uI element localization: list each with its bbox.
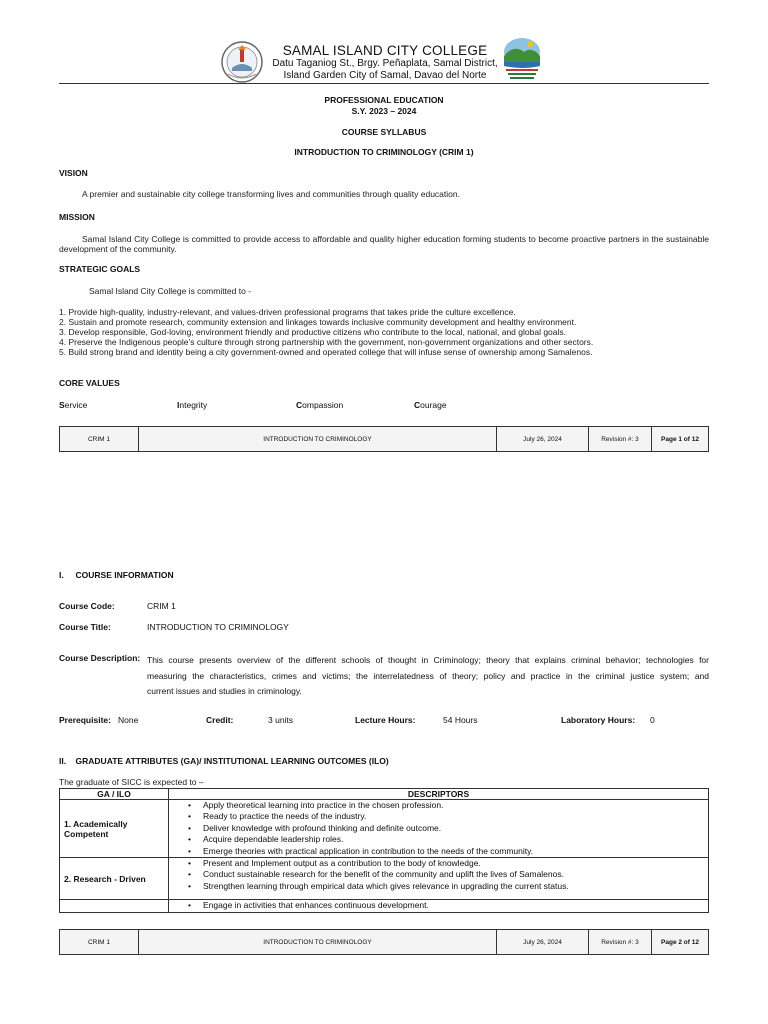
ga-ilo-intro: The graduate of SICC is expected to – — [59, 777, 204, 787]
footer-course-code: CRIM 1 — [60, 930, 139, 954]
ga-ilo-table — [59, 788, 709, 913]
table-row — [60, 800, 709, 858]
course-info-heading: I. COURSE INFORMATION — [59, 570, 174, 580]
table-header-row — [60, 789, 709, 800]
column-header-ga-ilo: GA / ILO — [60, 789, 169, 800]
mission-heading: MISSION — [59, 212, 95, 222]
lab-hours-value: 0 — [650, 715, 655, 725]
strategic-goals-heading: STRATEGIC GOALS — [59, 264, 141, 274]
footer-page-number: Page 1 of 12 — [661, 435, 699, 443]
core-value-compassion: Compassion — [296, 400, 344, 410]
program-title: PROFESSIONAL EDUCATION — [324, 95, 444, 105]
list-item: • Engage in activities that enhances continuous development. — [203, 900, 704, 911]
goal-item: 4. Preserve the Indigenous people’s culture through strong partnership with the government, non-government organizations and other sectors. — [59, 337, 594, 347]
list-item: • Deliver knowledge with profound thinking and definite outcome. — [203, 823, 704, 834]
ga-name-cell: 2. Research - Driven — [60, 858, 169, 900]
vision-text: A premier and sustainable city college transforming lives and communities through quality education. — [82, 189, 460, 199]
strategic-goals-list — [59, 307, 719, 357]
college-name: SAMAL ISLAND CITY COLLEGE — [282, 43, 488, 58]
ga-ilo-heading: II. GRADUATE ATTRIBUTES (GA)/ INSTITUTIONAL LEARNING OUTCOMES (ILO) — [59, 756, 389, 766]
list-item: • Conduct sustainable research for the benefit of the community and uplift the lives of Samalenos. — [203, 869, 704, 880]
column-header-descriptors: DESCRIPTORS — [169, 789, 709, 800]
goal-item: 3. Develop responsible, God-loving, environment friendly and productive citizens who contribute to the local, national, and global goals. — [59, 327, 566, 337]
table-row — [60, 858, 709, 900]
footer-revision: Revision #: 3 — [589, 427, 652, 451]
list-item: • Present and Implement output as a contribution to the body of knowledge. — [203, 858, 704, 869]
footer-course-code: CRIM 1 — [60, 427, 139, 451]
course-desc-line: This course presents overview of the different schools of thought in Criminology; theory that explains criminal behavior; technologies for — [147, 655, 709, 665]
header-rule — [59, 83, 709, 84]
core-value-courage: Courage — [414, 400, 447, 410]
table-row — [60, 900, 709, 912]
page-footer — [59, 426, 709, 452]
list-item: • Acquire dependable leadership roles. — [203, 834, 704, 845]
course-desc-label: Course Description: — [59, 653, 141, 663]
goal-item: 5. Build strong brand and identity being a city government-owned and operated college that will infuse sense of ownership among Samalenos. — [59, 347, 593, 357]
descriptor-cell — [169, 800, 709, 858]
core-value-integrity: Integrity — [177, 400, 208, 410]
prerequisite-value: None — [118, 715, 139, 725]
footer-date: July 26, 2024 — [497, 427, 589, 451]
lecture-hours-label: Lecture Hours: — [355, 715, 416, 725]
doc-type-title: COURSE SYLLABUS — [341, 127, 427, 137]
footer-revision: Revision #: 3 — [589, 930, 652, 954]
list-item: • Ready to practice the needs of the industry. — [203, 811, 704, 822]
core-value-service: Service — [59, 400, 88, 410]
igacos-seal-icon — [500, 36, 544, 84]
descriptor-cell — [169, 858, 709, 900]
page-footer — [59, 929, 709, 955]
course-code-label: Course Code: — [59, 601, 115, 611]
ga-name-cell — [60, 900, 169, 912]
ga-name-cell: 1. Academically Competent — [60, 800, 169, 858]
lab-hours-label: Laboratory Hours: — [561, 715, 636, 725]
course-title-heading: INTRODUCTION TO CRIMINOLOGY (CRIM 1) — [294, 147, 474, 157]
credit-label: Credit: — [206, 715, 234, 725]
course-desc-line: measuring the characteristics, crimes and victims; the interrelatedness of theory; policy and practice in the criminal justice system; and — [147, 670, 709, 681]
vision-heading: VISION — [59, 168, 88, 178]
footer-course-title: INTRODUCTION TO CRIMINOLOGY — [139, 427, 497, 451]
course-title-label: Course Title: — [59, 622, 111, 632]
footer-course-title: INTRODUCTION TO CRIMINOLOGY — [139, 930, 497, 954]
credit-value: 3 units — [268, 715, 294, 725]
prerequisite-label: Prerequisite: — [59, 715, 111, 725]
list-item: • Strengthen learning through empirical data which gives relevance in upgrading the current status. — [203, 881, 704, 892]
address-line-1: Datu Taganiog St., Brgy. Peñaplata, Samal District, — [272, 58, 498, 69]
course-title-value: INTRODUCTION TO CRIMINOLOGY — [147, 622, 289, 632]
goal-item: 1. Provide high-quality, industry-relevant, and values-driven professional programs that takes pride the culture excellence. — [59, 307, 516, 317]
footer-page-number: Page 2 of 12 — [661, 938, 699, 946]
goal-item: 2. Sustain and promote research, community extension and linkages towards inclusive community development and healthy environment. — [59, 317, 577, 327]
mission-text: Samal Island City College is committed to provide access to affordable and quality higher education forming students to become proactive partners in the sustainable development of the community. — [59, 234, 709, 254]
list-item: • Emerge theories with practical application in contribution to the needs of the community. — [203, 846, 704, 857]
school-year: S.Y. 2023 – 2024 — [351, 106, 417, 116]
sicc-seal-icon — [218, 40, 266, 84]
course-desc-line: current issues and studies in criminology. — [147, 686, 302, 696]
course-code-value: CRIM 1 — [147, 601, 176, 611]
footer-date: July 26, 2024 — [497, 930, 589, 954]
core-values-heading: CORE VALUES — [59, 378, 120, 388]
list-item: • Apply theoretical learning into practice in the chosen profession. — [203, 800, 704, 811]
descriptor-cell — [169, 900, 709, 912]
address-line-2: Island Garden City of Samal, Davao del Norte — [283, 70, 487, 81]
strategic-goals-intro: Samal Island City College is committed to - — [89, 286, 252, 296]
lecture-hours-value: 54 Hours — [443, 715, 478, 725]
course-desc-text — [147, 653, 709, 700]
